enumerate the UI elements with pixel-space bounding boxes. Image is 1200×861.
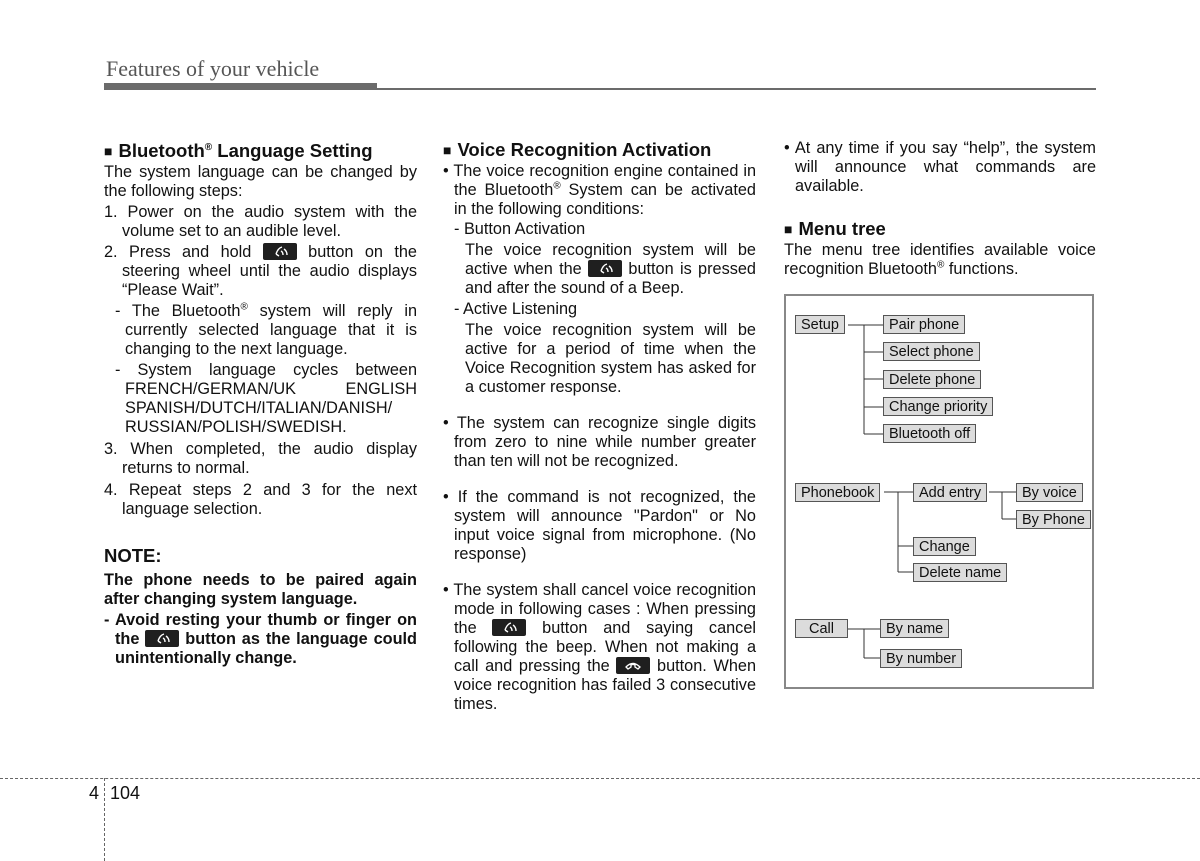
node-by-number: By number [880,649,962,668]
language-intro: The system language can be changed by the following steps: [104,163,417,200]
end-call-icon [616,657,650,674]
node-change: Change [913,537,976,556]
node-setup: Setup [795,315,845,334]
button-activation-title: - Button Activation [454,220,586,238]
square-bullet-icon: ■ [784,221,793,237]
chapter-number: 4 [89,783,100,803]
step-2: 2. Press and hold button on the steering wheel until the audio displays “Please Wait”. [104,243,417,299]
active-listening-title: - Active Listening [454,300,578,318]
square-bullet-icon: ■ [443,142,452,158]
node-by-voice: By voice [1016,483,1083,502]
section-heading-menu-tree: ■ Menu tree [784,218,886,239]
node-pair-phone: Pair phone [883,315,965,334]
footer-divider [104,778,105,861]
active-listening-text: The voice recognition system will be active for a period of time when the Voice Recognition system has asked for a customer response. [465,321,756,396]
column-voice-recognition [443,139,756,714]
step-3: 3. When completed, the audio display returns to normal. [104,440,417,477]
step-2-note-reply: - The Bluetooth® system will reply in currently selected language that it is changing to the next language. [115,301,417,358]
node-delete-name: Delete name [913,563,1007,582]
column-menu-tree [784,139,1096,279]
menu-tree-diagram [784,294,1094,689]
step-4: 4. Repeat steps 2 and 3 for the next language selection. [104,481,417,518]
step-1: 1. Power on the audio system with the volume set to an audible level. [104,203,417,240]
node-add-entry: Add entry [913,483,987,502]
note-paired-again: The phone needs to be paired again after changing system language. [104,571,417,608]
node-delete-phone: Delete phone [883,370,981,389]
bullet-cancel-voice: • The system shall cancel voice recognition mode in following cases : When pressing the button and saying cancel following the beep. When not making a call and pressing the button. When voice recognition has failed 3 consecutive times. [443,581,756,713]
node-change-priority: Change priority [883,397,993,416]
node-by-phone: By Phone [1016,510,1091,529]
bullet-single-digits: • The system can recognize single digits from zero to nine while number greater than ten will not be recognized. [443,414,756,470]
node-bluetooth-off: Bluetooth off [883,424,976,443]
node-phonebook: Phonebook [795,483,880,502]
bullet-not-recognized: • If the command is not recognized, the system will announce "Pardon" or No input voice signal from microphone. (No response) [443,488,756,563]
node-select-phone: Select phone [883,342,980,361]
section-heading-language: ■ Bluetooth® Language Setting [104,140,373,161]
column-language-setting [104,140,417,668]
section-heading-voice: ■ Voice Recognition Activation [443,139,712,160]
page-header-title: Features of your vehicle [106,56,320,81]
footer-rule [0,778,1200,779]
voice-talk-icon [263,243,297,260]
header-rule-thin [377,88,1096,90]
bullet-engine-activation: • The voice recognition engine contained in the Bluetooth® System can be activated in the following conditions: [443,162,756,218]
step-2-note-languages: - System language cycles between FRENCH/GERMAN/UK ENGLISH SPANISH/DUTCH/ITALIAN/DANISH/ RUSSIAN/POLISH/SWEDISH. [115,361,417,436]
page-number: 104 [110,783,141,803]
voice-talk-icon [588,260,622,277]
header-rule-thick [104,83,377,90]
menu-tree-description: The menu tree identifies available voice recognition Bluetooth® functions. [784,241,1096,278]
note-title: NOTE: [104,545,162,566]
voice-talk-icon [145,630,179,647]
bullet-help: • At any time if you say “help”, the system will announce what commands are available. [784,139,1096,195]
square-bullet-icon: ■ [104,143,113,159]
node-call: Call [795,619,848,638]
voice-talk-icon [492,619,526,636]
note-avoid-resting: - Avoid resting your thumb or finger on the button as the language could unintentionally change. [104,611,417,667]
node-by-name: By name [880,619,949,638]
button-activation-text: The voice recognition system will be active when the button is pressed and after the sound of a Beep. [465,241,756,297]
